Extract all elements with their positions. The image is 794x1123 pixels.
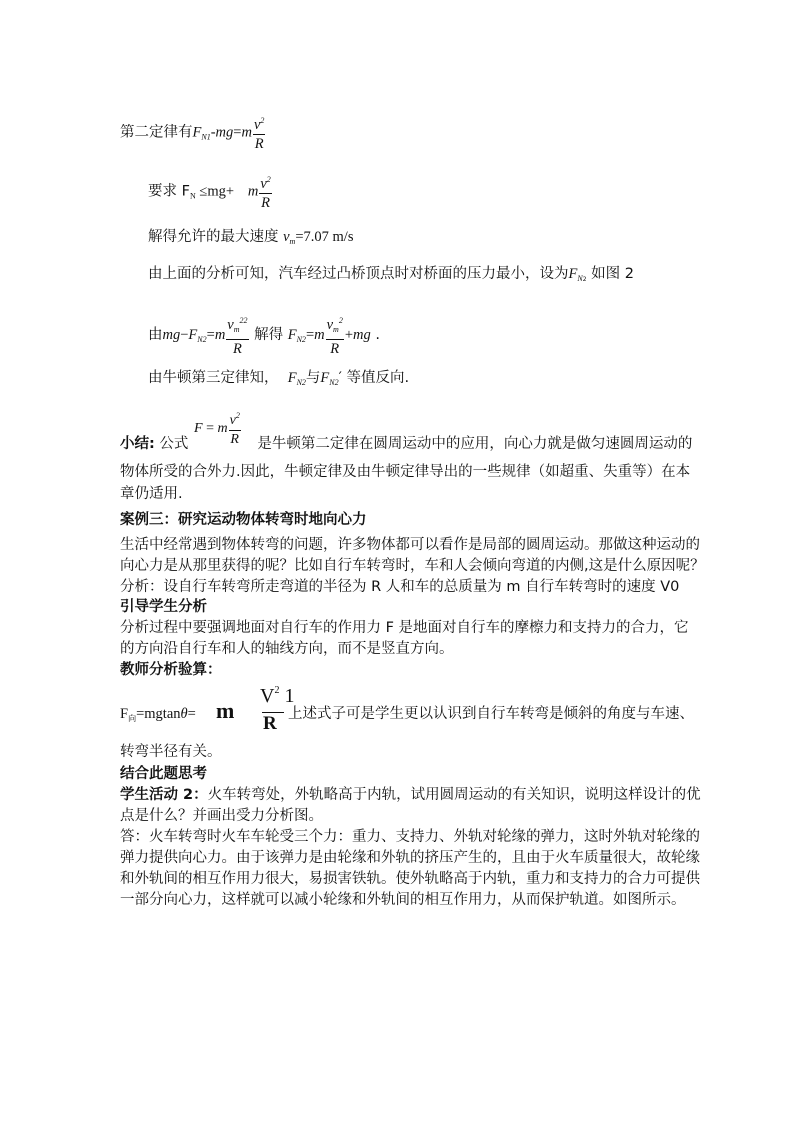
- eq5-mg: mg: [162, 327, 181, 343]
- line4-subscript: N: [577, 274, 583, 283]
- think-heading: 结合此题思考: [120, 766, 207, 782]
- eq5-velocity-sub: m: [233, 325, 240, 334]
- eq5-velocity: v: [227, 317, 234, 333]
- line6-tail: ′ 等值反向.: [338, 370, 410, 386]
- summary-text-2: 物体所受的合外力.因此，牛顿定律及由牛顿定律导出的一些规律（如超重、失重等）在本: [120, 464, 691, 480]
- line6-lead-text: 由牛顿第三定律知，: [148, 370, 279, 386]
- eq5-velocity-sub-2: m: [333, 325, 339, 334]
- line4-text: 由上面的分析可知，汽车经过凸桥顶点时对桥面的压力最小，设为: [148, 266, 569, 282]
- eq2-lead-text: 要求 F: [148, 183, 190, 200]
- eq5-mass: m: [214, 327, 226, 343]
- eq1-mass: m: [241, 124, 252, 141]
- eq5-subscript: N2: [197, 335, 207, 344]
- eq5-mg-2: mg: [353, 327, 371, 343]
- line6-force-2: F: [320, 370, 330, 386]
- eq5-plus: +: [344, 327, 354, 343]
- line4-subscript-2: 2: [582, 276, 587, 283]
- max-speed-line: [148, 227, 353, 252]
- eq5-minus: −: [180, 327, 189, 343]
- summary-radius: R: [230, 432, 239, 447]
- line4-force: F: [568, 266, 578, 282]
- summary-force: F: [194, 421, 203, 436]
- eq2-fraction: [259, 171, 271, 212]
- summary-mass: m: [217, 421, 228, 436]
- eq5-lead-text: 由: [148, 327, 163, 343]
- summary-line-2: [120, 462, 690, 482]
- p2-line-2: 的方向沿自行车和人的轴线方向，而不是竖直方向。: [120, 641, 454, 657]
- eq7-one: 1: [284, 685, 295, 707]
- summary-line-1: [120, 434, 692, 454]
- p1-line-1: 生活中经常遇到物体转弯的问题，许多物体都可以看作是局部的圆周运动。那做这种运动的: [120, 537, 700, 553]
- p1-line-2: 向心力是从那里获得的呢？比如自行车转弯时，车和人会倾向弯道的内侧,这是什么原因呢？: [120, 558, 705, 574]
- eq3-lead-text: 解得允许的最大速度: [148, 229, 279, 245]
- eq5-fraction: [226, 312, 248, 358]
- answer-line-4: 一部分向心力，这样就可以减小轮缘和外轨间的相互作用力，从而保护轨道。如图所示。: [120, 892, 686, 908]
- eq1-radius: R: [254, 136, 264, 152]
- eq5-fraction-2: [326, 312, 344, 358]
- eq7-equals: =: [187, 706, 196, 722]
- summary-equals: =: [202, 421, 218, 436]
- equation-requirement: [148, 171, 273, 212]
- activity-line-2: 点是什么？并画出受力分析图。: [120, 808, 323, 824]
- eq5-mass-2: m: [314, 327, 325, 343]
- eq5-radius-2: R: [330, 341, 340, 357]
- activity-line-1: [120, 785, 701, 805]
- eq1-equals: =: [233, 124, 242, 141]
- eq2-velocity: v: [260, 176, 267, 192]
- eq3-subscript: m: [289, 237, 296, 246]
- eq3-value: =7.07 m/s: [295, 229, 354, 245]
- eq5-equals-2: =: [305, 327, 315, 343]
- eq7-tail-text: 上述式子可是学生更以认识到自行车转弯是倾斜的角度与车速、: [288, 706, 694, 722]
- eq3-velocity: v: [283, 229, 290, 245]
- eq7-mass: m: [216, 698, 235, 723]
- answer-line-1: 答：火车转弯时火车车轮受三个力：重力、支持力、外轨对轮缘的弹力，这时外轨对轮缘的: [120, 829, 700, 845]
- equation-solve: [148, 312, 380, 358]
- line6-subscript-2: N2: [329, 378, 339, 387]
- eq2-radius: R: [261, 195, 270, 211]
- summary-line-3: [120, 484, 183, 504]
- eq1-square: 2: [260, 116, 265, 125]
- eq1-force-symbol: F: [192, 124, 202, 141]
- eq5-square-2: 2: [338, 316, 343, 325]
- teacher-heading: 教师分析验算：: [120, 662, 222, 678]
- guide-heading: 引导学生分析: [120, 599, 207, 615]
- third-law-line: [148, 368, 409, 393]
- summary-square: 2: [235, 411, 240, 420]
- activity-text-1: 火车转弯处，外轨略高于内轨，试用圆周运动的有关知识，说明这样设计的优: [207, 787, 701, 803]
- eq7-mgtan: =mgtan: [136, 706, 181, 722]
- eq1-mg: mg: [215, 124, 234, 141]
- line4-tail: 如图 2: [586, 266, 634, 282]
- summary-velocity: v: [229, 413, 236, 428]
- eq5-dot: .: [370, 327, 380, 343]
- eq7-square: 2: [274, 685, 280, 696]
- eq5-force: F: [188, 327, 198, 343]
- eq1-fraction: [253, 112, 265, 153]
- eq5-force-2: F: [287, 327, 297, 343]
- eq1-subscript: N1: [201, 132, 211, 142]
- summary-label: 小结:: [120, 436, 155, 452]
- eq5-equals: =: [206, 327, 215, 343]
- eq7-line-2: 转弯半径有关。: [120, 744, 222, 760]
- eq2-square: 2: [266, 175, 271, 184]
- answer-line-3: 和外轨间的相互作用力很大，易损害铁轨。使外轨略高于内轨，重力和支持力的合力可提供: [120, 871, 700, 887]
- eq2-subscript: N: [189, 191, 196, 201]
- eq7-theta: θ: [180, 706, 188, 722]
- answer-line-2: 弹力提供向心力。由于该弹力是由轮缘和外轨的挤压产生的，且由于火车质量很大，故轮缘: [120, 850, 700, 866]
- eq2-inequality: ≤mg+: [195, 183, 235, 200]
- eq5-radius: R: [232, 341, 242, 357]
- equation-newton-second-law: [120, 112, 266, 153]
- eq2-mass: m: [247, 183, 259, 200]
- eq5-square: 22: [239, 316, 248, 325]
- p1-line-3: 分析：设自行车转弯所走弯道的半径为 R 人和车的总质量为 m 自行车转弯时的速度 V0: [120, 579, 680, 595]
- line6-subscript-1: N2: [296, 378, 306, 387]
- analysis-line: [148, 264, 634, 290]
- summary-text-1: 是牛顿第二定律在圆周运动中的应用，向心力就是做匀速圆周运动的: [257, 436, 693, 452]
- line6-force-1: F: [287, 370, 297, 386]
- eq1-lead-text: 第二定律有: [120, 124, 193, 141]
- summary-formula-lead: 公式: [154, 436, 189, 452]
- activity-label: 学生活动 2：: [120, 787, 208, 803]
- line6-mid-text: 与: [305, 370, 321, 386]
- summary-text-3: 章仍适用.: [120, 486, 183, 502]
- eq7-force: F: [120, 706, 129, 722]
- eq5-velocity-2: v: [326, 317, 334, 333]
- eq7-radius: R: [263, 713, 277, 734]
- eq5-subscript-2: N2: [296, 335, 306, 344]
- eq1-minus: -: [210, 124, 216, 141]
- p2-line-1: 分析过程中要强调地面对自行车的作用力 F 是地面对自行车的摩檫力和支持力的合力，它: [120, 620, 689, 636]
- case3-heading: 案例三：研究运动物体转弯时地向心力: [120, 512, 367, 528]
- eq1-velocity: v: [253, 117, 261, 133]
- eq5-mid-text: 解得: [249, 327, 288, 343]
- eq7-v: V: [260, 685, 275, 707]
- eq7-subscript: 向: [128, 714, 137, 723]
